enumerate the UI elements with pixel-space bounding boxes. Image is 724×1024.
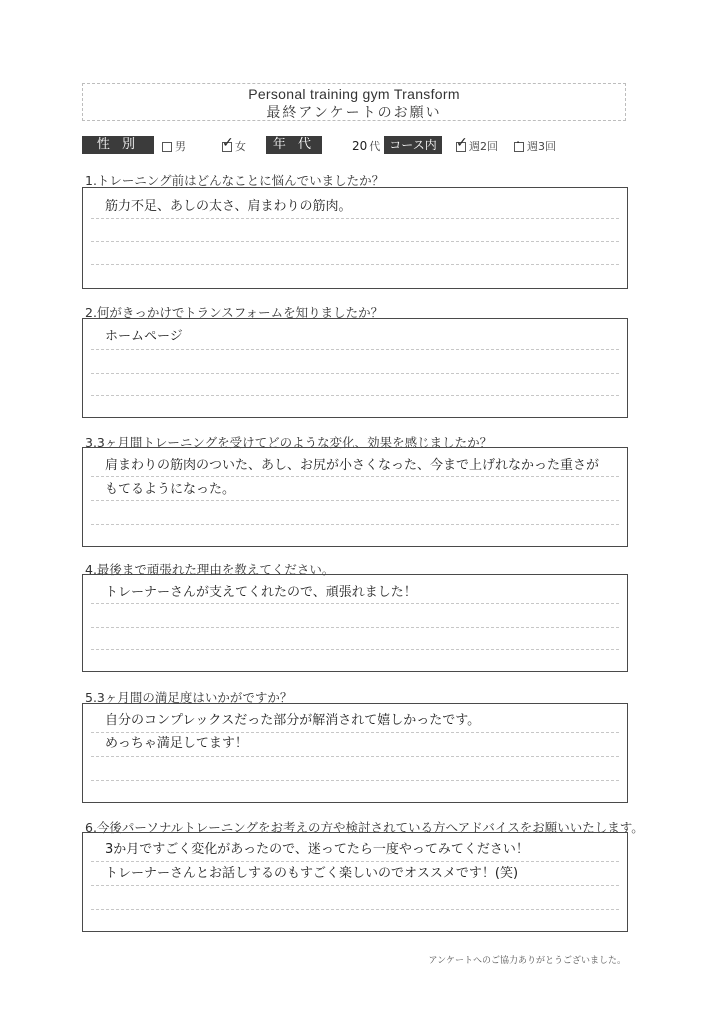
answer-box-2: [82, 318, 628, 418]
answer-box-3: [82, 447, 628, 547]
answer-box-6: [82, 832, 628, 932]
answer-2-line-1: ホームページ: [105, 329, 183, 344]
title-japanese: 最終アンケートのお願い: [266, 105, 442, 121]
title-box: [82, 83, 626, 121]
course-option-3x[interactable]: · 週3回: [514, 138, 556, 154]
answer-3-line-1: 肩まわりの筋肉のついた、あし、お尻が小さくなった、今まで上げれなかった重さが: [105, 458, 600, 473]
course-option-2x[interactable]: ✓週2回: [456, 138, 498, 154]
question-2-label: 2.何がきっかけでトランスフォームを知りましたか？: [85, 305, 384, 320]
question-5-label: 5.3ヶ月間の満足度はいかがですか？: [85, 690, 293, 705]
course-3x-checkbox[interactable]: [514, 142, 524, 152]
answer-box-1: [82, 187, 628, 289]
answer-4-line-1: トレーナーさんが支えてくれたので、頑張れました！: [105, 585, 417, 600]
title-english: Personal training gym Transform: [248, 86, 460, 102]
question-4-label: 4.最後まで頑張れた理由を教えてください。: [85, 562, 335, 577]
gender-option-female[interactable]: ✓ 女: [222, 138, 246, 154]
question-3-label: 3.3ヶ月間トレーニングを受けてどのような変化、効果を感じましたか？: [85, 435, 493, 450]
question-1-label: 1.トレーニング前はどんなことに悩んでいましたか？: [85, 173, 385, 188]
footer-thanks: アンケートへのご協力ありがとうございました。: [428, 956, 626, 966]
gender-label: 性 別: [82, 136, 154, 154]
gender-option-male[interactable]: 男: [162, 138, 186, 154]
course-label: コース内容: [384, 136, 442, 154]
gender-female-checkbox-checked[interactable]: [222, 142, 232, 152]
answer-1-line-1: 筋力不足、あしの太さ、肩まわりの筋肉。: [105, 199, 352, 214]
age-value: 20 代: [352, 139, 381, 153]
gender-male-checkbox[interactable]: [162, 142, 172, 152]
answer-3-line-2: もてるようになった。: [105, 482, 236, 497]
answer-5-line-2: めっちゃ満足してます！: [105, 736, 248, 751]
answer-6-line-1: 3か月ですごく変化があったので、迷ってたら一度やってみてください！: [105, 842, 529, 857]
answer-box-4: [82, 574, 628, 672]
answer-6-line-2: トレーナーさんとお話しするのもすごく楽しいのでオススメです！(笑): [105, 866, 519, 881]
answer-box-5: [82, 703, 628, 803]
age-label: 年 代: [266, 136, 322, 154]
answer-5-line-1: 自分のコンプレックスだった部分が解消されて嬉しかったです。: [105, 713, 481, 728]
question-6-label: 6.今後パーソナルトレーニングをお考えの方や検討されている方へアドバイスをお願いいたします。: [85, 820, 644, 835]
course-2x-checkbox-checked[interactable]: [456, 142, 466, 152]
